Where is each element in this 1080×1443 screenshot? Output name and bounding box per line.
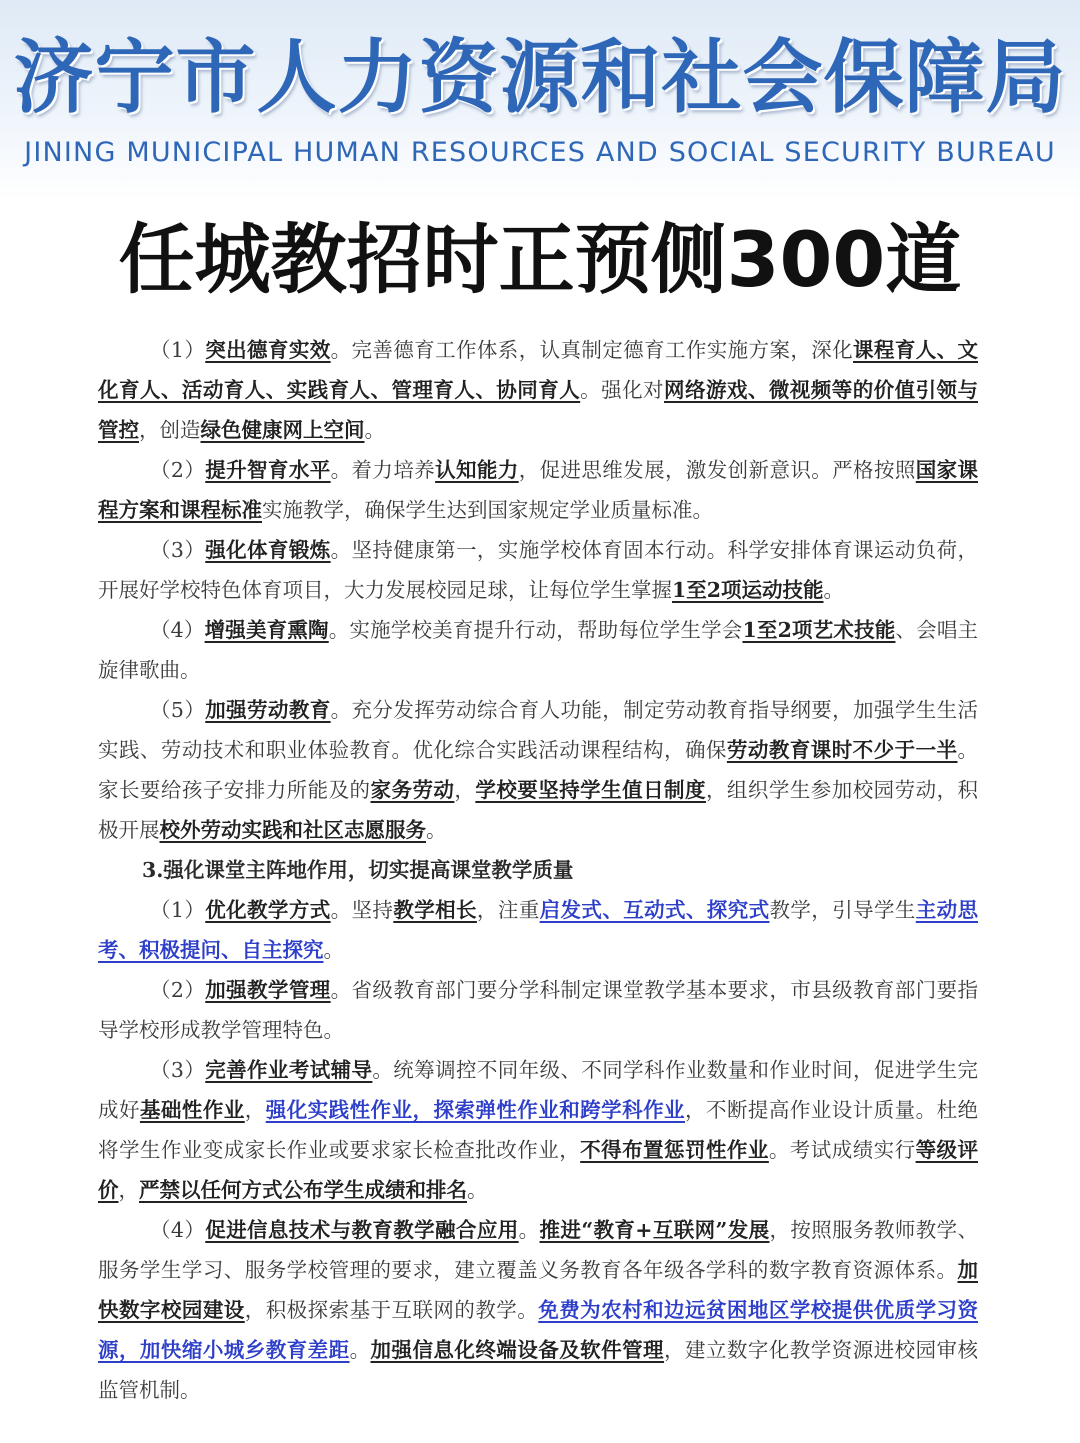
text-run: （2） — [150, 458, 206, 482]
text-run: 。坚持健康第一，实施学校体育固本行动。科学安排体育课运动负荷，开展好学校特色体育项目，大力发展校园足球，让每位学生掌握 — [98, 538, 979, 602]
text-run: 。 — [349, 1338, 371, 1362]
keyword-emphasis: 强化体育锻炼 — [205, 538, 331, 562]
text-run: 。 — [467, 1178, 488, 1202]
keyword-emphasis: 课程育人、文化育人、活动育人、实践育人、管理育人、协同育人 — [98, 338, 979, 402]
keyword-emphasis: 1至2项艺术技能 — [742, 618, 896, 642]
text-run: 3.强化课堂主阵地作用，切实提高课堂教学质量 — [142, 858, 574, 882]
keyword-emphasis: 促进信息技术与教育教学融合应用 — [205, 1218, 519, 1242]
text-run: 。实施学校美育提升行动，帮助每位学生学会 — [328, 618, 743, 642]
keyword-emphasis: 严禁以任何方式公布学生成绩和排名 — [139, 1178, 467, 1202]
text-run: 。家长要给孩子安排力所能及的 — [98, 738, 979, 802]
keyword-emphasis: 加快数字校园建设 — [98, 1258, 978, 1322]
keyword-emphasis: 加强信息化终端设备及软件管理 — [370, 1338, 665, 1362]
text-run: ，注重 — [476, 898, 540, 922]
text-run: 。坚持 — [330, 898, 394, 922]
page-headline: 任城教招时正预侧300道 — [118, 215, 962, 304]
text-run: 。完善德育工作体系，认真制定德育工作实施方案，深化 — [330, 338, 854, 362]
keyword-emphasis: 国家课程方案和课程标准 — [98, 458, 979, 522]
keyword-emphasis: 优化教学方式 — [205, 898, 331, 922]
text-run: 。 — [426, 818, 447, 842]
text-run: 。省级教育部门要分学科制定课堂教学基本要求，市县级教育部门要指导学校形成教学管理特色。 — [98, 978, 979, 1042]
keyword-emphasis: 推进“教育+互联网”发展 — [539, 1218, 770, 1242]
paragraph-intellectual-education — [98, 450, 978, 530]
text-run: 、会唱主旋律歌曲。 — [98, 618, 979, 682]
text-run: （3） — [150, 538, 206, 562]
highlight-blue: 启发式、互动式、探究式 — [539, 898, 770, 922]
keyword-emphasis: 网络游戏、微视频等的价值引领与管控 — [98, 378, 979, 442]
text-run: 。 — [323, 938, 344, 962]
text-run: 。着力培养 — [330, 458, 436, 482]
keyword-emphasis: 教学相长 — [393, 898, 477, 922]
keyword-emphasis: 认知能力 — [435, 458, 519, 482]
bureau-name-english: JINING MUNICIPAL HUMAN RESOURCES AND SOCIAL SECURITY BUREAU — [24, 137, 1056, 168]
section-heading-classroom — [98, 850, 978, 890]
text-run: ，不断提高作业设计质量。杜绝将学生作业变成家长作业或要求家长检查批改作业， — [98, 1098, 979, 1162]
text-run: 。考试成绩实行 — [768, 1138, 916, 1162]
paragraph-physical-education — [98, 530, 978, 610]
keyword-emphasis: 加强教学管理 — [205, 978, 331, 1002]
text-run: ，创造 — [139, 418, 201, 442]
bureau-header-banner — [0, 0, 1080, 200]
keyword-emphasis: 基础性作业 — [139, 1098, 245, 1122]
text-run: ， — [454, 778, 476, 802]
highlight-blue: 主动思考、积极提问、自主探究 — [98, 898, 979, 962]
paragraph-homework-exams — [98, 1050, 978, 1210]
text-run: 。充分发挥劳动综合育人功能，制定劳动教育指导纲要，加强学生生活实践、劳动技术和职业体验教育。优化综合实践活动课程结构，确保 — [98, 698, 979, 762]
keyword-emphasis: 家务劳动 — [370, 778, 455, 802]
text-run: ，促进思维发展，激发创新意识。严格按照 — [518, 458, 916, 482]
keyword-emphasis: 突出德育实效 — [205, 338, 331, 362]
keyword-emphasis: 增强美育熏陶 — [204, 618, 329, 642]
keyword-emphasis: 1至2项运动技能 — [672, 578, 824, 602]
text-run: （5） — [150, 698, 206, 722]
paragraph-aesthetic-education — [98, 610, 978, 690]
text-run: （1） — [150, 898, 206, 922]
paragraph-teaching-management — [98, 970, 978, 1050]
text-run: （4） — [150, 1218, 206, 1242]
keyword-emphasis: 绿色健康网上空间 — [200, 418, 365, 442]
text-run: 。强化对 — [580, 378, 665, 402]
keyword-emphasis: 完善作业考试辅导 — [205, 1058, 373, 1082]
keyword-emphasis: 不得布置惩罚性作业 — [580, 1138, 769, 1162]
keyword-emphasis: 提升智育水平 — [205, 458, 331, 482]
keyword-emphasis: 校外劳动实践和社区志愿服务 — [159, 818, 426, 842]
text-run: 。统筹调控不同年级、不同学科作业数量和作业时间，促进学生完成好 — [98, 1058, 978, 1122]
text-run: 。 — [518, 1218, 540, 1242]
keyword-emphasis: 加强劳动教育 — [205, 698, 331, 722]
text-run: （4） — [150, 618, 205, 642]
keyword-emphasis: 学校要坚持学生值日制度 — [475, 778, 706, 802]
paragraph-information-technology — [98, 1210, 978, 1410]
text-run: （3） — [150, 1058, 206, 1082]
text-run: ， — [118, 1178, 139, 1202]
text-run: ，积极探索基于互联网的教学。 — [244, 1298, 539, 1322]
highlight-blue: 免费为农村和边远贫困地区学校提供优质学习资源，加快缩小城乡教育差距 — [98, 1298, 979, 1362]
keyword-emphasis: 劳动教育课时不少于一半 — [726, 738, 958, 762]
text-run: 。 — [364, 418, 385, 442]
paragraph-moral-education — [98, 330, 978, 450]
bureau-name-chinese: 济宁市人力资源和社会保障局 — [13, 31, 1067, 124]
text-run: ，按照服务教师教学、服务学生学习、服务学校管理的要求，建立覆盖义务教育各年级各学科的数字教育资源体系。 — [98, 1218, 979, 1282]
paragraph-labor-education — [98, 690, 978, 850]
highlight-blue: 强化实践性作业，探索弹性作业和跨学科作业 — [265, 1098, 686, 1122]
text-run: 实施教学，确保学生达到国家规定学业质量标准。 — [262, 498, 713, 522]
text-run: 。 — [823, 578, 845, 602]
keyword-emphasis: 等级评价 — [98, 1138, 979, 1202]
text-run: ，组织学生参加校园劳动，积极开展 — [98, 778, 979, 842]
document-body — [98, 330, 978, 1410]
text-run: （1） — [150, 338, 206, 362]
text-run: ， — [244, 1098, 266, 1122]
text-run: ，建立数字化教学资源进校园审核监管机制。 — [98, 1338, 979, 1402]
paragraph-teaching-methods — [98, 890, 978, 970]
text-run: 教学，引导学生 — [769, 898, 916, 922]
text-run: （2） — [150, 978, 206, 1002]
